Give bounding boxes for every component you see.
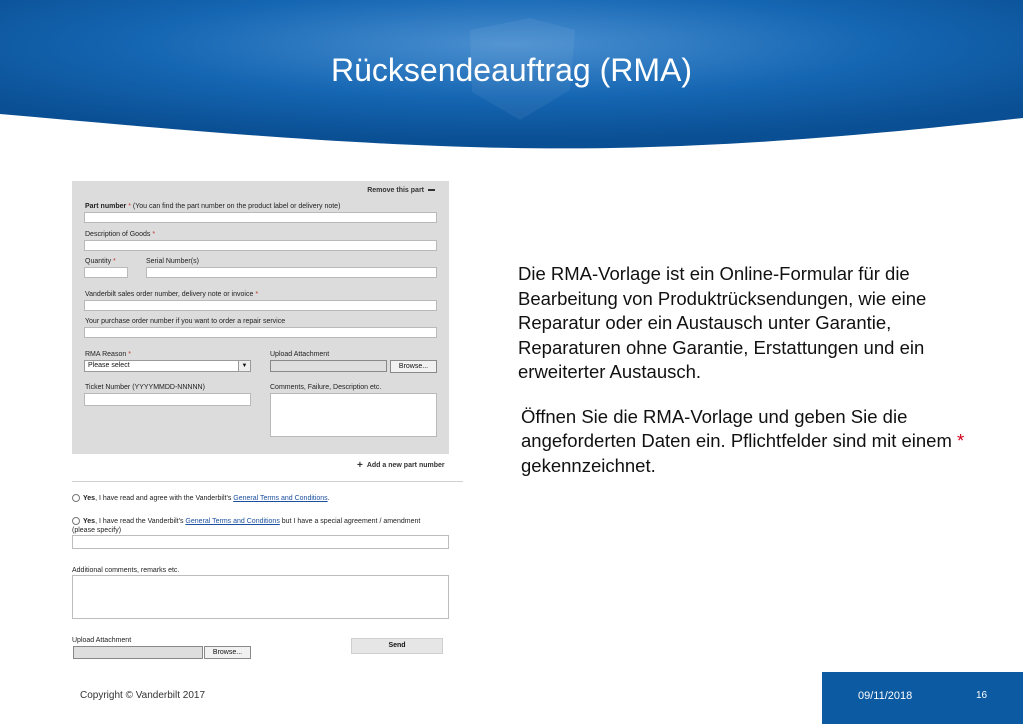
description-text [518,262,968,478]
purchase-order-input[interactable] [84,327,437,338]
serial-input[interactable] [146,267,437,278]
sales-order-input[interactable] [84,300,437,311]
send-button[interactable]: Send [351,638,443,654]
comments-label: Comments, Failure, Description etc. [270,384,382,391]
upload-attachment-label-2: Upload Attachment [72,637,132,644]
divider [72,481,463,482]
part-number-label: Part number * (You can find the part number on the product label or delivery note) [85,203,341,210]
quantity-label: Quantity * [85,258,116,265]
upload-file-field-2[interactable] [73,646,203,659]
terms-link-2[interactable]: General Terms and Conditions [185,517,280,525]
description-paragraph-1: Die RMA-Vorlage ist ein Online-Formular für die Bearbeitung von Produktrücksendungen, wie eine Reparatur oder ein Austausch unter Garantie, Reparaturen ohne Garantie, Erstattungen und ein erweiterter Austausch. [518,263,927,382]
footer-date: 09/11/2018 [858,690,913,702]
special-agreement-input[interactable] [72,535,449,549]
footer-box [822,672,1023,724]
minus-icon [428,189,435,191]
radio-button[interactable] [72,494,80,502]
description-label: Description of Goods * [85,231,156,238]
browse-button[interactable]: Browse... [390,360,437,373]
upload-file-field[interactable] [270,360,387,372]
ticket-number-input[interactable] [84,393,251,406]
purchase-order-label: Your purchase order number if you want to order a repair service [85,318,286,325]
plus-icon: + [357,460,363,471]
add-part-button[interactable]: + Add a new part number [357,460,445,471]
rma-reason-select[interactable]: Please select ▼ [84,360,251,372]
page-number: 16 [976,690,988,701]
radio-button[interactable] [72,517,80,525]
additional-comments-textarea[interactable] [72,575,449,619]
agreement-option-1[interactable]: Yes, I have read and agree with the Vanderbilt's General Terms and Conditions. [72,494,330,502]
comments-textarea[interactable] [270,393,437,437]
additional-comments-label: Additional comments, remarks etc. [72,567,180,574]
browse-button-2[interactable]: Browse... [204,646,251,659]
chevron-down-icon: ▼ [238,361,250,371]
upload-attachment-label: Upload Attachment [270,351,330,358]
description-paragraph-2: Öffnen Sie die RMA-Vorlage und geben Sie die angeforderten Daten ein. Pflichtfelder sind mit einem * gekennzeichnet. [521,405,965,476]
agreement-option-2[interactable]: Yes, I have read the Vanderbilt's General Terms and Conditions but I have a special agreement / amendment [72,517,420,525]
rma-reason-label: RMA Reason * [85,351,131,358]
ticket-number-label: Ticket Number (YYYYMMDD-NNNNN) [85,384,205,391]
page-title: Rücksendeauftrag (RMA) [330,52,693,88]
part-number-input[interactable] [84,212,437,223]
remove-part-button[interactable]: Remove this part [367,187,435,194]
copyright-text: Copyright © Vanderbilt 2017 [80,690,206,701]
rma-form-panel [72,181,449,454]
terms-link-1[interactable]: General Terms and Conditions [233,494,328,502]
quantity-input[interactable] [84,267,128,278]
sales-order-label: Vanderbilt sales order number, delivery note or invoice * [85,291,259,298]
description-input[interactable] [84,240,437,251]
serial-label: Serial Number(s) [146,258,199,265]
agreement-note: (please specify) [72,527,122,534]
